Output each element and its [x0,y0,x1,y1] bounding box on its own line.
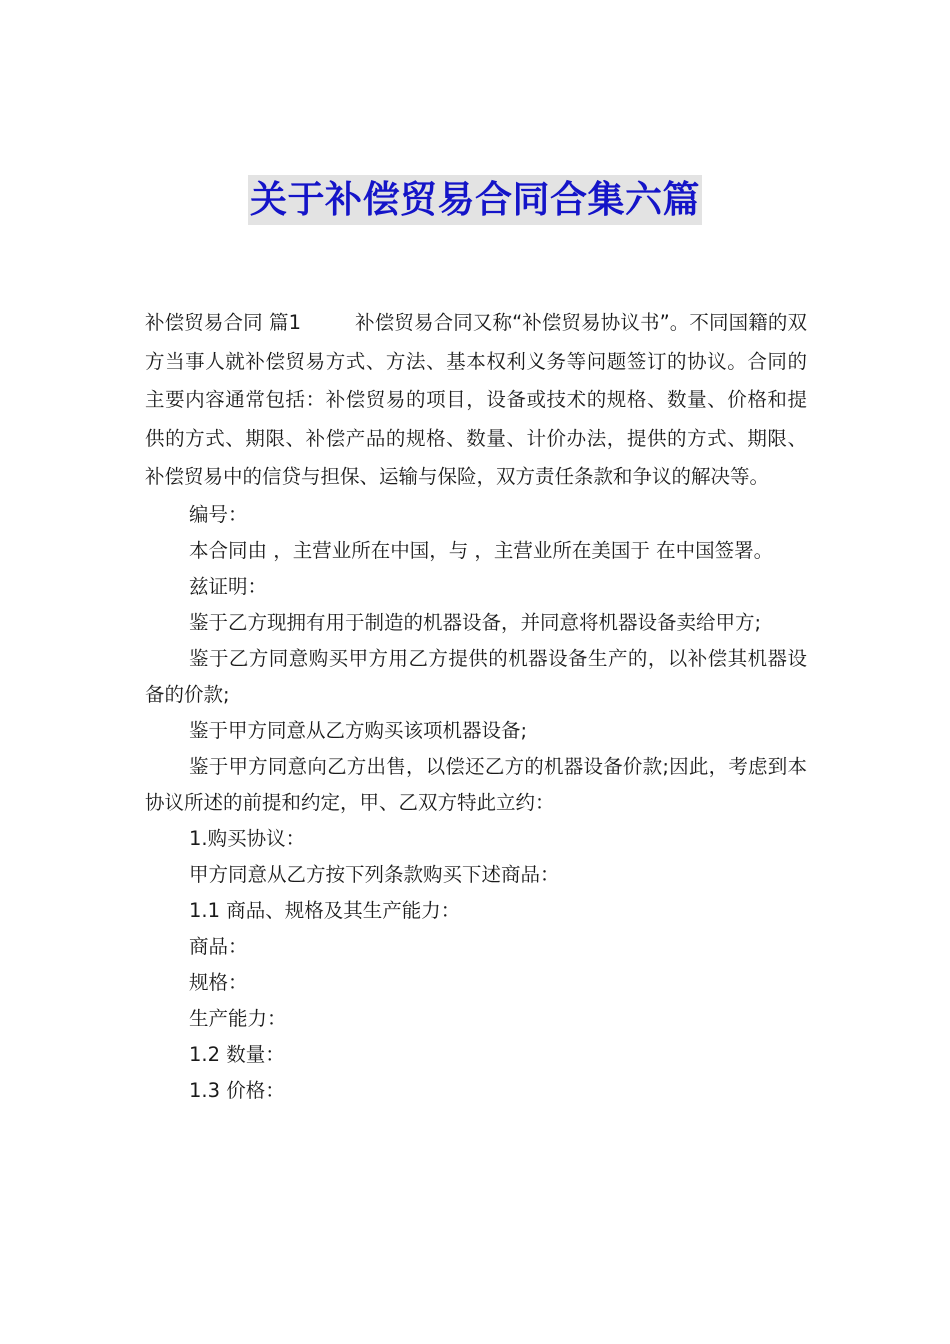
intro-text: 补偿贸易合同又称“补偿贸易协议书”。不同国籍的双方当事人就补偿贸易方式、方法、基本权利义务等问题签订的协议。合同的主要内容通常包括：补偿贸易的项目，设备或技术的规格、数量、价格和提供的方式、期限、补偿产品的规格、数量、计价办法，提供的方式、期限、补偿贸易中的信贷与担保、运输与保险，双方责任条款和争议的解决等。 [145,311,807,488]
paragraph-whereas-3: 鉴于甲方同意从乙方购买该项机器设备; [189,718,528,742]
field-specification: 规格： [189,970,248,994]
title-container [0,175,950,225]
paragraph-parties: 本合同由 ，主营业所在中国，与 ，主营业所在美国于 在中国签署。 [189,538,774,562]
field-goods: 商品： [189,934,248,958]
paragraph-witness: 兹证明： [189,574,268,598]
clause-1-3: 1.3 价格： [189,1078,285,1102]
clause-1-2: 1.2 数量： [189,1042,285,1066]
clause-1-heading: 1.购买协议： [189,826,306,850]
clause-1-1: 1.1 商品、规格及其生产能力： [189,898,461,922]
paragraph-whereas-2: 鉴于乙方同意购买甲方用乙方提供的机器设备生产的，以补偿其机器设备的价款; [145,646,807,706]
paragraph-whereas-1: 鉴于乙方现拥有用于制造的机器设备，并同意将机器设备卖给甲方; [189,610,762,634]
document-title: 关于补偿贸易合同合集六篇 [248,175,702,225]
field-capacity: 生产能力： [189,1006,287,1030]
paragraph-number: 编号： [189,502,248,526]
paragraph-whereas-4: 鉴于甲方同意向乙方出售，以偿还乙方的机器设备价款;因此，考虑到本协议所述的前提和约定，甲、乙双方特此立约： [145,754,807,814]
intro-paragraph [145,304,807,497]
document-body [145,304,807,1109]
section-heading: 补偿贸易合同 篇1 [145,311,302,334]
clause-1-text: 甲方同意从乙方按下列条款购买下述商品： [189,862,560,886]
